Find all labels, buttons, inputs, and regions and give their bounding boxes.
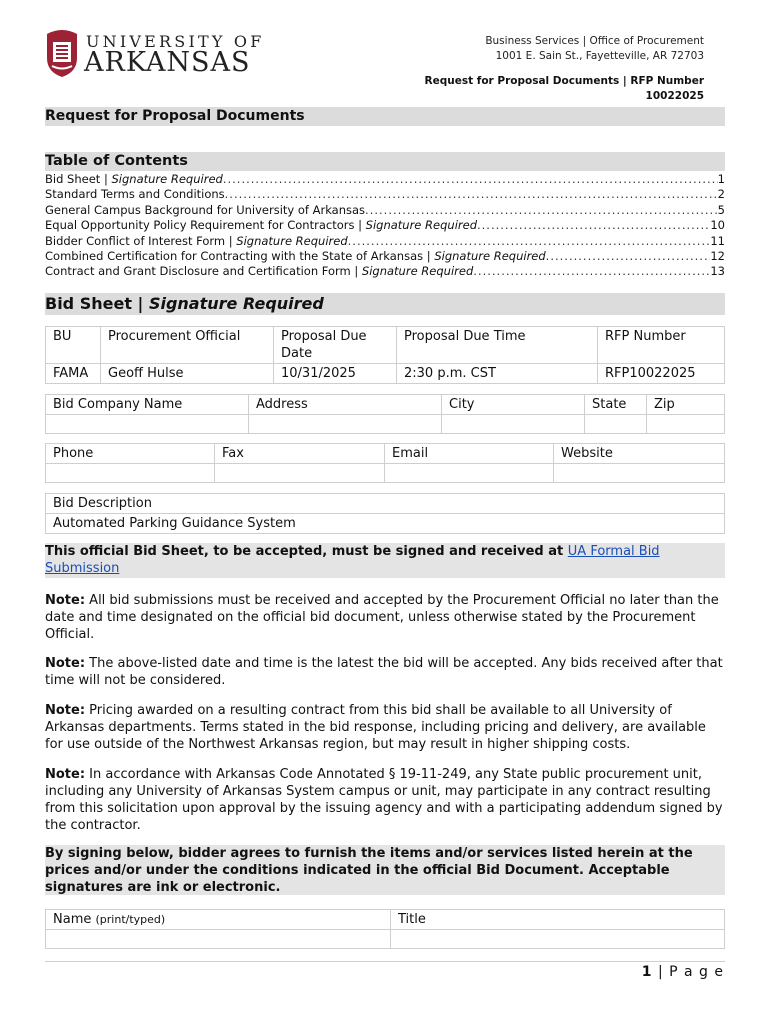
bid-description-value: Automated Parking Guidance System	[46, 514, 725, 534]
header-procurement-official: Procurement Official	[101, 327, 274, 364]
input-phone[interactable]	[46, 464, 215, 483]
toc-heading: Table of Contents	[45, 152, 725, 171]
value-due-date: 10/31/2025	[274, 364, 397, 384]
toc-item-conflict-of-interest[interactable]: Bidder Conflict of Interest Form | Signature Required ..... 11	[45, 234, 725, 249]
input-state[interactable]	[585, 415, 647, 434]
input-address[interactable]	[249, 415, 442, 434]
submission-notice: This official Bid Sheet, to be accepted, must be signed and received at UA Formal Bid Submission	[45, 543, 725, 578]
document-title: Request for Proposal Documents	[45, 107, 725, 126]
input-title[interactable]	[391, 930, 725, 949]
value-rfp-number: RFP10022025	[598, 364, 725, 384]
logo-text-arkansas: ARKANSAS	[84, 47, 251, 78]
toc-item-terms[interactable]: Standard Terms and Conditions ..... 2	[45, 187, 725, 202]
ua-formal-bid-submission-link[interactable]: UA Formal Bid Submission	[45, 544, 660, 576]
toc-item-disclosure-form[interactable]: Contract and Grant Disclosure and Certification Form | Signature Required ..... 13	[45, 264, 725, 279]
office-name: Business Services | Office of Procurement	[485, 35, 704, 47]
bid-info-table	[45, 326, 725, 384]
header-city: City	[442, 395, 585, 415]
input-zip[interactable]	[647, 415, 725, 434]
input-city[interactable]	[442, 415, 585, 434]
note-2: Note: The above-listed date and time is the latest the bid will be accepted. Any bids received after that time will not be considered.	[45, 656, 723, 688]
header-email: Email	[385, 444, 554, 464]
rfp-header	[425, 74, 704, 104]
value-due-time: 2:30 p.m. CST	[397, 364, 598, 384]
bid-description-label: Bid Description	[46, 494, 725, 514]
value-procurement-official: Geoff Hulse	[101, 364, 274, 384]
note-4: Note: In accordance with Arkansas Code Annotated § 19-11-249, any State public procurement unit, including any University of Arkansas System campus or unit, may participate in any contract resulting from this solicitation upon approval by the issuing agency and with a participating addendum signed by the contractor.	[45, 767, 723, 833]
header-state: State	[585, 395, 647, 415]
header-title: Title	[391, 910, 725, 930]
rfp-header-line1: Request for Proposal Documents | RFP Number	[424, 75, 704, 87]
header-fax: Fax	[215, 444, 385, 464]
input-name[interactable]	[46, 930, 391, 949]
agreement-notice: By signing below, bidder agrees to furnish the items and/or services listed herein at the prices and/or under the conditions indicated in the official Bid Document. Acceptable signatures are ink or electronic.	[45, 845, 725, 895]
header-website: Website	[554, 444, 725, 464]
logo-text-university: UNIVERSITY OF	[86, 32, 265, 51]
header-zip: Zip	[647, 395, 725, 415]
note-3: Note: Pricing awarded on a resulting contract from this bid shall be available to all University of Arkansas departments. Terms stated in the bid response, including pricing and delivery, are available for use outside of the Northwest Arkansas region, but may result in higher shipping costs.	[45, 703, 706, 752]
university-logo	[44, 26, 265, 80]
input-fax[interactable]	[215, 464, 385, 483]
header-name: Name (print/typed)	[46, 910, 391, 930]
header-bu: BU	[46, 327, 101, 364]
office-info	[485, 34, 704, 64]
header-bid-company-name: Bid Company Name	[46, 395, 249, 415]
bid-sheet-heading: Bid Sheet | Signature Required	[45, 293, 725, 315]
note-1: Note: All bid submissions must be received and accepted by the Procurement Official no later than the date and time designated on the official bid document, unless otherwise stated by the Procurement Official.	[45, 593, 719, 642]
contact-table	[45, 443, 725, 483]
header-due-date: Proposal Due Date	[274, 327, 397, 364]
header-rfp-number: RFP Number	[598, 327, 725, 364]
table-of-contents	[45, 172, 725, 280]
footer-divider	[45, 961, 725, 962]
toc-item-campus-background[interactable]: General Campus Background for University of Arkansas ..... 5	[45, 203, 725, 218]
input-email[interactable]	[385, 464, 554, 483]
header-phone: Phone	[46, 444, 215, 464]
input-bid-company-name[interactable]	[46, 415, 249, 434]
signature-table	[45, 909, 725, 949]
header-due-time: Proposal Due Time	[397, 327, 598, 364]
toc-item-equal-opportunity[interactable]: Equal Opportunity Policy Requirement for Contractors | Signature Required ..... 10	[45, 218, 725, 233]
rfp-header-number: 10022025	[645, 90, 704, 102]
value-bu: FAMA	[46, 364, 101, 384]
toc-item-combined-certification[interactable]: Combined Certification for Contracting with the State of Arkansas | Signature Required ..... 12	[45, 249, 725, 264]
header-address: Address	[249, 395, 442, 415]
razorback-shield-icon	[44, 28, 80, 78]
bid-description-table	[45, 493, 725, 534]
input-website[interactable]	[554, 464, 725, 483]
bid-company-table	[45, 394, 725, 434]
office-address: 1001 E. Sain St., Fayetteville, AR 72703	[495, 50, 704, 62]
toc-item-bid-sheet[interactable]: Bid Sheet | Signature Required ..... 1	[45, 172, 725, 187]
page-number: 1 | P a g e	[641, 964, 724, 980]
